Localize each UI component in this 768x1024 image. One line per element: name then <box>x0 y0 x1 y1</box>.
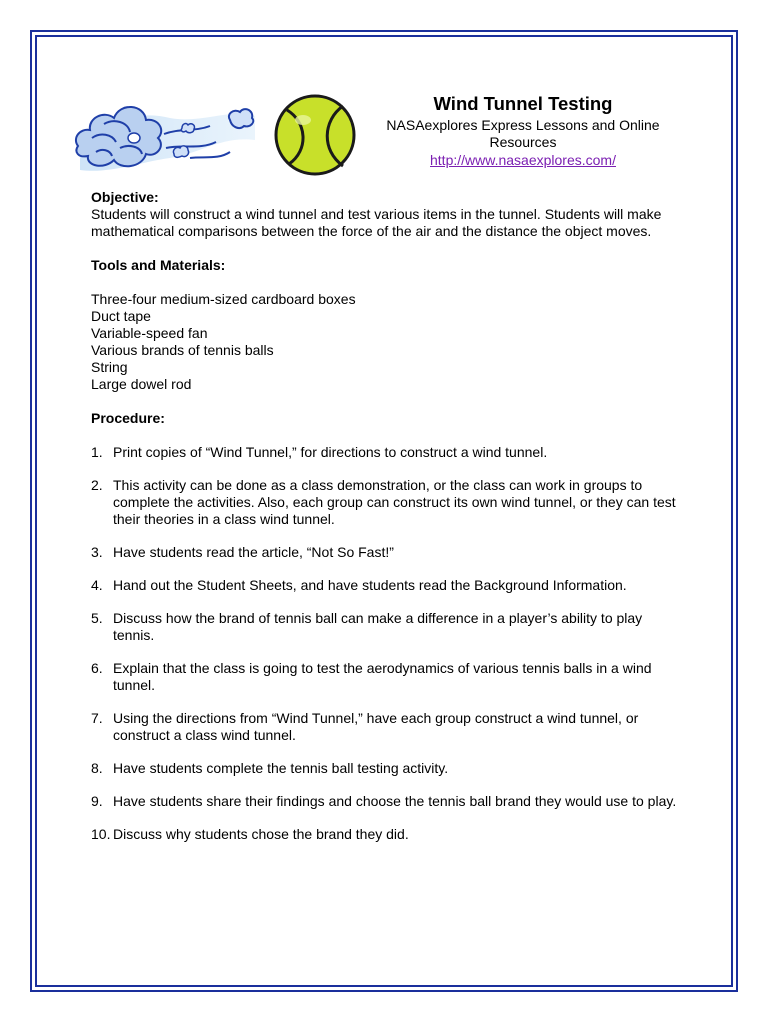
step-text: Have students complete the tennis ball testing activity. <box>113 760 449 776</box>
step-text: Discuss why students chose the brand they did. <box>113 826 409 842</box>
procedure-step <box>91 544 681 561</box>
materials-item: Duct tape <box>91 308 151 324</box>
website-link[interactable]: http://www.nasaexplores.com/ <box>430 152 616 168</box>
procedure-step <box>91 577 681 594</box>
procedure-step <box>91 477 681 528</box>
procedure-step <box>91 760 681 777</box>
step-number: 2. <box>91 477 103 493</box>
tennis-ball-icon <box>273 92 357 178</box>
step-number: 6. <box>91 660 103 676</box>
procedure-step <box>91 610 681 644</box>
materials-item: Three-four medium-sized cardboard boxes <box>91 291 356 307</box>
header <box>370 93 676 170</box>
step-text: Have students read the article, “Not So Fast!” <box>113 544 394 560</box>
procedure-step <box>91 710 681 744</box>
objective-text: Students will construct a wind tunnel and test various items in the tunnel. Students will make mathematical comparisons between the force of the air and the distance the object moves. <box>91 206 662 239</box>
step-number: 10. <box>91 826 111 842</box>
step-text: Print copies of “Wind Tunnel,” for directions to construct a wind tunnel. <box>113 444 548 460</box>
step-number: 8. <box>91 760 103 776</box>
materials-item: Various brands of tennis balls <box>91 342 274 358</box>
step-text: Hand out the Student Sheets, and have students read the Background Information. <box>113 577 627 593</box>
procedure-step <box>91 444 681 461</box>
step-text: Explain that the class is going to test the aerodynamics of various tennis balls in a wind tunnel. <box>113 660 652 693</box>
step-number: 9. <box>91 793 103 809</box>
step-number: 7. <box>91 710 103 726</box>
step-number: 3. <box>91 544 103 560</box>
step-number: 5. <box>91 610 103 626</box>
materials-item: String <box>91 359 128 375</box>
step-text: Using the directions from “Wind Tunnel,” have each group construct a wind tunnel, or construct a class wind tunnel. <box>113 710 639 743</box>
step-number: 4. <box>91 577 103 593</box>
procedure-step <box>91 793 681 810</box>
document-body <box>91 189 681 859</box>
materials-item: Large dowel rod <box>91 376 192 392</box>
procedure-list <box>91 444 681 843</box>
procedure-step <box>91 660 681 694</box>
materials-item: Variable-speed fan <box>91 325 208 341</box>
procedure-heading: Procedure: <box>91 410 165 426</box>
procedure-step <box>91 826 681 843</box>
step-number: 1. <box>91 444 103 460</box>
step-text: Have students share their findings and choose the tennis ball brand they would use to play. <box>113 793 677 809</box>
wind-clipart-icon <box>70 88 258 180</box>
materials-heading: Tools and Materials: <box>91 257 226 273</box>
doc-subtitle: NASAexplores Express Lessons and Online Resources <box>386 117 660 150</box>
materials-list <box>91 291 681 393</box>
objective-heading: Objective: <box>91 189 159 205</box>
doc-title: Wind Tunnel Testing <box>433 93 613 114</box>
step-text: Discuss how the brand of tennis ball can make a difference in a player’s ability to play tennis. <box>113 610 643 643</box>
step-text: This activity can be done as a class demonstration, or the class can work in groups to complete the activities. Also, each group can construct its own wind tunnel, or they can test their theories in a class wind tunnel. <box>113 477 676 527</box>
